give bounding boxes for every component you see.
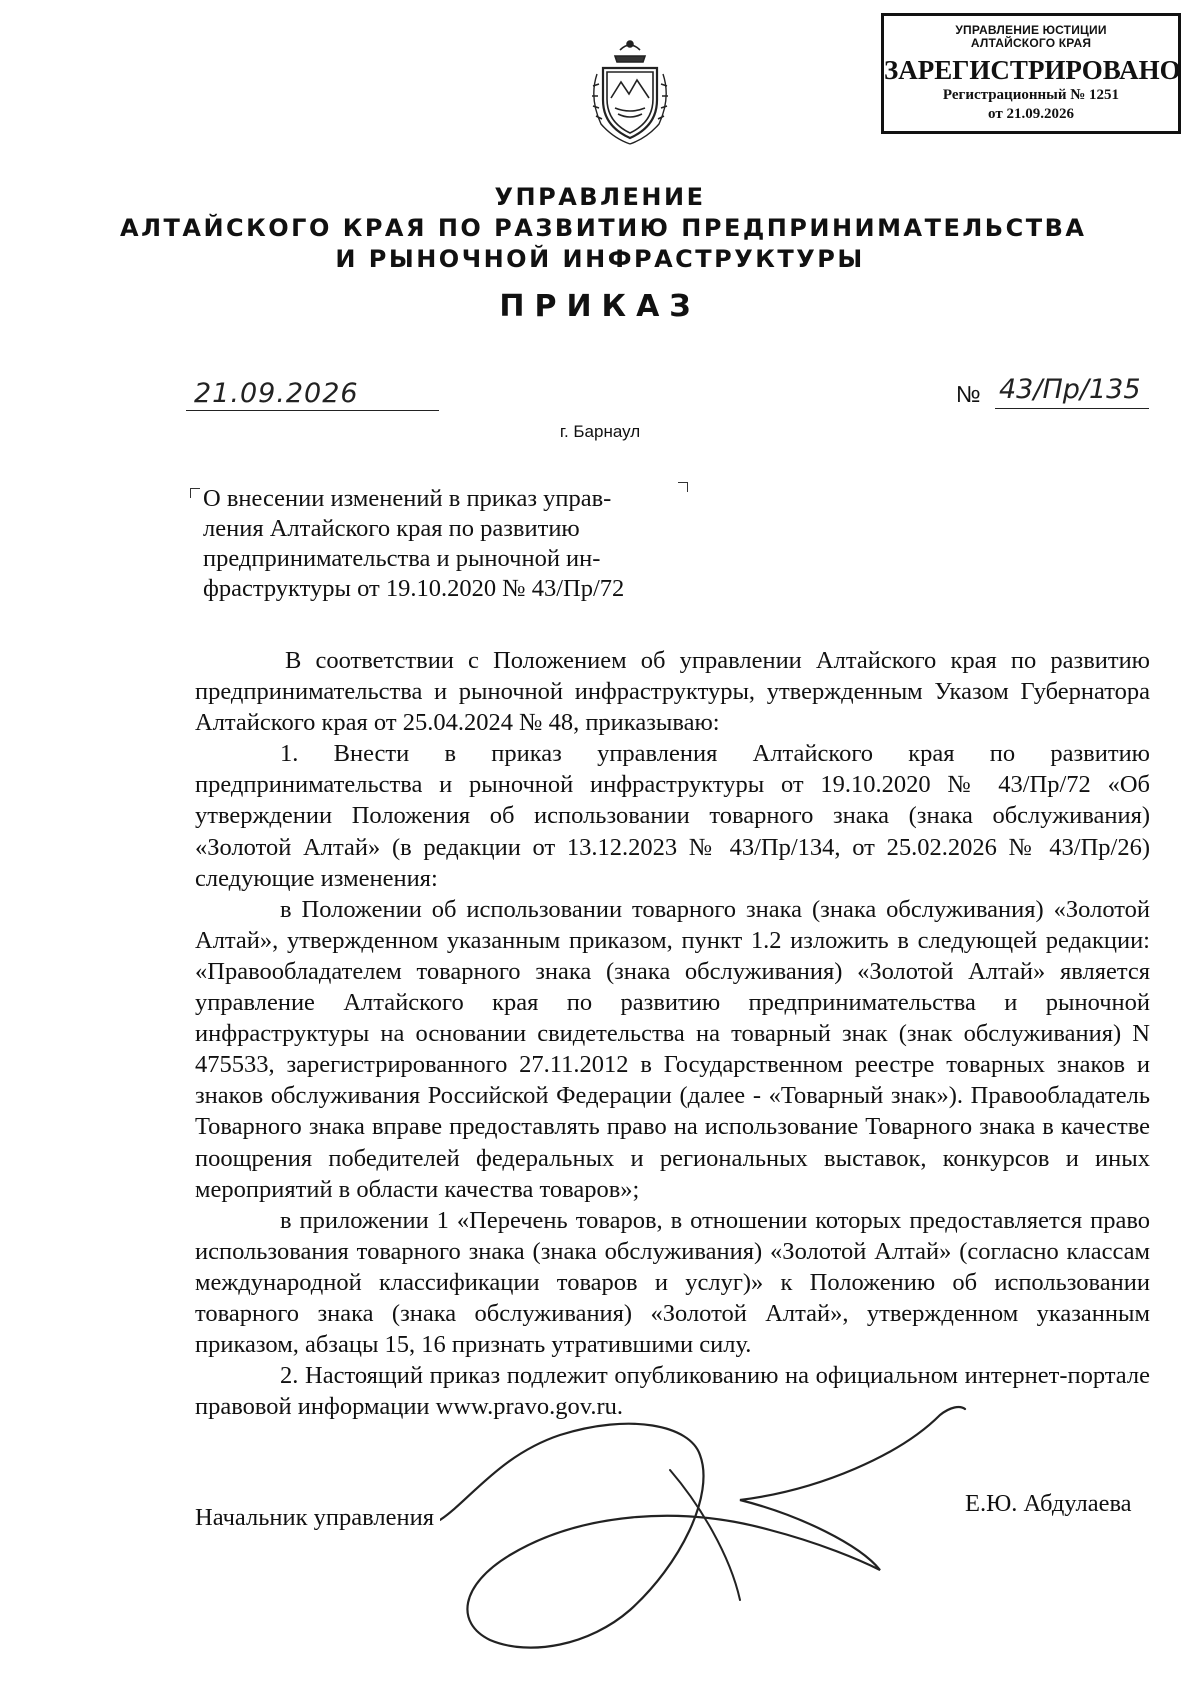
order-number-label: № [956,381,981,407]
coat-of-arms-icon [585,38,675,148]
subject-bracket-right [678,482,688,492]
body-paragraph: 1. Внести в приказ управления Алтайского края по развитию предпринимательства и рыночной инфраструктуры от 19.10.2020 № 43/Пр/72 «Об утверждении Положения об использовании товарного знака (знака обслуживания) «Золотой Алтай» (в редакции от 13.12.2023 № 43/Пр/134, от 25.02.2026 № 43/Пр/26) следующие изменения: [195,740,1150,892]
stamp-reg-number: Регистрационный № 1251 [942,87,1120,103]
agency-header [120,182,1087,275]
subject-line: фраструктуры от 19.10.2020 № 43/Пр/72 [203,575,625,602]
subject-line: предпринимательства и рыночной ин- [203,545,601,572]
stamp-authority-line-2: АЛТАЙСКОГО КРАЯ [970,36,1092,50]
body-paragraph: в приложении 1 «Перечень товаров, в отношении которых предоставляется право использования товарного знака (знака обслуживания) «Золотой Алтай» (согласно классам международной классификации товаров и услуг)» к Положению об использовании товарного знака (знака обслуживания) «Золотой Алтай», утвержденном указанным приказом, абзацы 15, 16 признать утратившими силу. [195,1206,1150,1359]
order-subject [203,484,673,604]
body-paragraph: в Положении об использовании товарного знака (знака обслуживания) «Золотой Алтай», утвержденном указанным приказом, пункт 1.2 изложить в следующей редакции: «Правообладателем товарного знака (знака обслуживания) «Золотой Алтай» является управление Алтайского края по развитию предпринимательства и рыночной инфраструктуры на основании свидетельства на товарный знак (знак обслуживания) N 475533, зарегистрированного 27.11.2012 в Государственном реестре товарных знаков и знаков обслуживания Российской Федерации (далее - «Товарный знак»). Правообладатель Товарного знака вправе предоставлять право на использование Товарного знака в качестве поощрения победителей федеральных и региональных выставок, конкурсов и иных мероприятий в области качества товаров»; [195,895,1150,1203]
handwritten-signature-icon [440,1395,1020,1665]
subject-line: О внесении изменений в приказ управ- [203,485,612,512]
document-type-title: ПРИКАЗ [499,289,701,324]
city-label: г. Барнаул [559,422,641,441]
stamp-title: ЗАРЕГИСТРИРОВАНО [884,55,1181,85]
registration-stamp [881,13,1181,134]
subject-line: ления Алтайского края по развитию [203,515,580,542]
agency-line: АЛТАЙСКОГО КРАЯ ПО РАЗВИТИЮ ПРЕДПРИНИМАТЕЛЬСТВА [120,214,1087,242]
stamp-date: от 21.09.2026 [988,106,1074,122]
agency-line: УПРАВЛЕНИЕ [494,183,706,211]
agency-line: И РЫНОЧНОЙ ИНФРАСТРУКТУРЫ [335,245,865,273]
signatory-name: Е.Ю. Абдулаева [965,1490,1132,1517]
stamp-authority-line-1: УПРАВЛЕНИЕ ЮСТИЦИИ [955,23,1107,37]
subject-bracket-left [190,488,200,498]
order-date: 21.09.2026 [186,378,439,411]
body-paragraph: 2. Настоящий приказ подлежит опубликованию на официальном интернет-портале правовой информации www.pravo.gov.ru. [195,1362,1150,1421]
signatory-position: Начальник управления [195,1504,434,1531]
body-paragraph: В соответствии с Положением об управлении Алтайского края по развитию предпринимательства и рыночной инфраструктуры, утвержденным Указом Губернатора Алтайского края от 25.04.2024 № 48, приказываю: [195,647,1150,737]
order-body [195,645,1150,1422]
order-number: 43/Пр/135 [995,372,1149,409]
